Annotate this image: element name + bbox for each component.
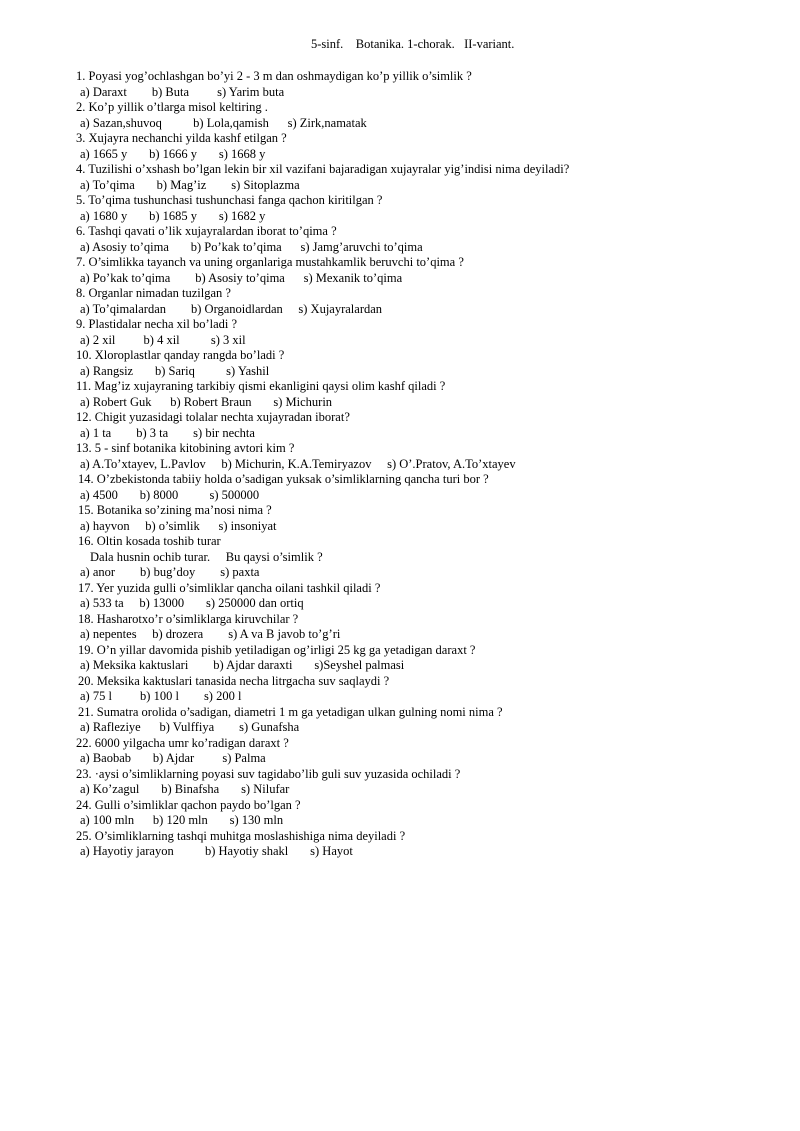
answer-options: a) 75 l b) 100 l s) 200 l	[80, 689, 242, 703]
question-text: 20. Meksika kaktuslari tanasida necha litrgacha suv saqlaydi ?	[78, 673, 390, 688]
page-header: 5-sinf. Botanika. 1-chorak. II-variant.	[311, 37, 515, 51]
question-text: 25. O’simliklarning tashqi muhitga moslashishiga nima deyiladi ?	[76, 828, 406, 843]
question-text: 10. Xloroplastlar qanday rangda bo’ladi ?	[76, 348, 285, 362]
answer-options: a) Sazan,shuvoq b) Lola,qamish s) Zirk,namatak	[80, 115, 367, 130]
question-text: 1. Poyasi yog’ochlashgan bo’yi 2 - 3 m dan oshmaydigan ko’p yillik o’simlik ?	[76, 69, 472, 83]
question-text: 2. Ko’p yillik o’tlarga misol keltiring .	[76, 100, 268, 114]
question-text: 17. Yer yuzida gulli o’simliklar qancha oilani tashkil qiladi ?	[78, 580, 381, 595]
question-text: 19. O’n yillar davomida pishib yetiladigan og’irligi 25 kg ga yetadigan daraxt ?	[78, 642, 476, 657]
answer-options: a) hayvon b) o’simlik s) insoniyat	[80, 518, 277, 533]
question-text: 9. Plastidalar necha xil bo’ladi ?	[76, 317, 238, 331]
question-text: 8. Organlar nimadan tuzilgan ?	[76, 286, 231, 300]
answer-options: a) Asosiy to’qima b) Po’kak to’qima s) Jamg’aruvchi to’qima	[80, 239, 423, 254]
question-text: 4. Tuzilishi o’xshash bo’lgan lekin bir xil vazifani bajaradigan xujayralar yig’indisi nima deyiladi?	[76, 162, 570, 176]
answer-options: a) Rangsiz b) Sariq s) Yashil	[80, 363, 270, 378]
answer-options: a) Po’kak to’qima b) Asosiy to’qima s) Mexanik to’qima	[80, 270, 403, 285]
answer-options: a) Ko’zagul b) Binafsha s) Nilufar	[80, 782, 290, 796]
question-text: 7. O’simlikka tayanch va uning organlariga mustahkamlik beruvchi to’qima ?	[76, 255, 464, 269]
question-text: 14. O’zbekistonda tabiiy holda o’sadigan yuksak o’simliklarning qancha turi bor ?	[78, 472, 489, 486]
question-text: 21. Sumatra orolida o’sadigan, diametri 1 m ga yetadigan ulkan gulning nomi nima ?	[78, 704, 503, 719]
answer-options: a) nepentes b) drozera s) A va B javob to’g’ri	[80, 627, 341, 641]
answer-options: a) 1 ta b) 3 ta s) bir nechta	[80, 425, 255, 440]
question-text: 11. Mag’iz xujayraning tarkibiy qismi ekanligini qaysi olim kashf qiladi ?	[76, 379, 446, 393]
question-text: 16. Oltin kosada toshib turar	[78, 534, 221, 548]
answer-options: a) To’qima b) Mag’iz s) Sitoplazma	[80, 177, 300, 192]
answer-options: a) Hayotiy jarayon b) Hayotiy shakl s) Hayot	[80, 844, 353, 858]
answer-options: a) Baobab b) Ajdar s) Palma	[80, 751, 266, 765]
question-text: 6. Tashqi qavati o’lik xujayralardan iborat to’qima ?	[76, 224, 337, 238]
answer-options: a) Robert Guk b) Robert Braun s) Michurin	[80, 394, 333, 409]
question-text: 13. 5 - sinf botanika kitobining avtori kim ?	[76, 441, 295, 455]
answer-options: a) Daraxt b) Buta s) Yarim buta	[80, 84, 285, 99]
answer-options: a) To’qimalardan b) Organoidlardan s) Xujayralardan	[80, 301, 383, 316]
answer-options: a) 100 mln b) 120 mln s) 130 mln	[80, 813, 284, 827]
answer-options: a) 1680 y b) 1685 y s) 1682 y	[80, 208, 266, 223]
answer-options: a) 533 ta b) 13000 s) 250000 dan ortiq	[80, 596, 304, 610]
question-text: 5. To’qima tushunchasi tushunchasi fanga qachon kiritilgan ?	[76, 193, 383, 207]
answer-options: a) Rafleziye b) Vulffiya s) Gunafsha	[80, 720, 300, 734]
answer-options: a) 4500 b) 8000 s) 500000	[80, 487, 260, 502]
answer-options: a) 2 xil b) 4 xil s) 3 xil	[80, 332, 246, 347]
question-list	[76, 69, 776, 860]
question-text: Dala husnin ochib turar. Bu qaysi o’simlik ?	[90, 549, 323, 564]
answer-options: a) Meksika kaktuslari b) Ajdar daraxti s)Seyshel palmasi	[80, 658, 405, 672]
answer-options: a) anor b) bug’doy s) paxta	[80, 565, 260, 579]
answer-options: a) 1665 y b) 1666 y s) 1668 y	[80, 146, 266, 161]
question-text: 23. ·aysi o’simliklarning poyasi suv tagidabo’lib guli suv yuzasida ochiladi ?	[76, 766, 461, 781]
answer-options: a) A.To’xtayev, L.Pavlov b) Michurin, K.A.Temiryazov s) O’.Pratov, A.To’xtayev	[80, 456, 516, 471]
question-text: 18. Hasharotxo’r o’simliklarga kiruvchilar ?	[78, 611, 299, 626]
question-text: 24. Gulli o’simliklar qachon paydo bo’lgan ?	[76, 797, 301, 812]
question-text: 15. Botanika so’zining ma’nosi nima ?	[78, 503, 272, 517]
question-text: 22. 6000 yilgacha umr ko’radigan daraxt ?	[76, 735, 289, 750]
question-text: 12. Chigit yuzasidagi tolalar nechta xujayradan iborat?	[76, 410, 350, 424]
question-text: 3. Xujayra nechanchi yilda kashf etilgan ?	[76, 131, 287, 145]
